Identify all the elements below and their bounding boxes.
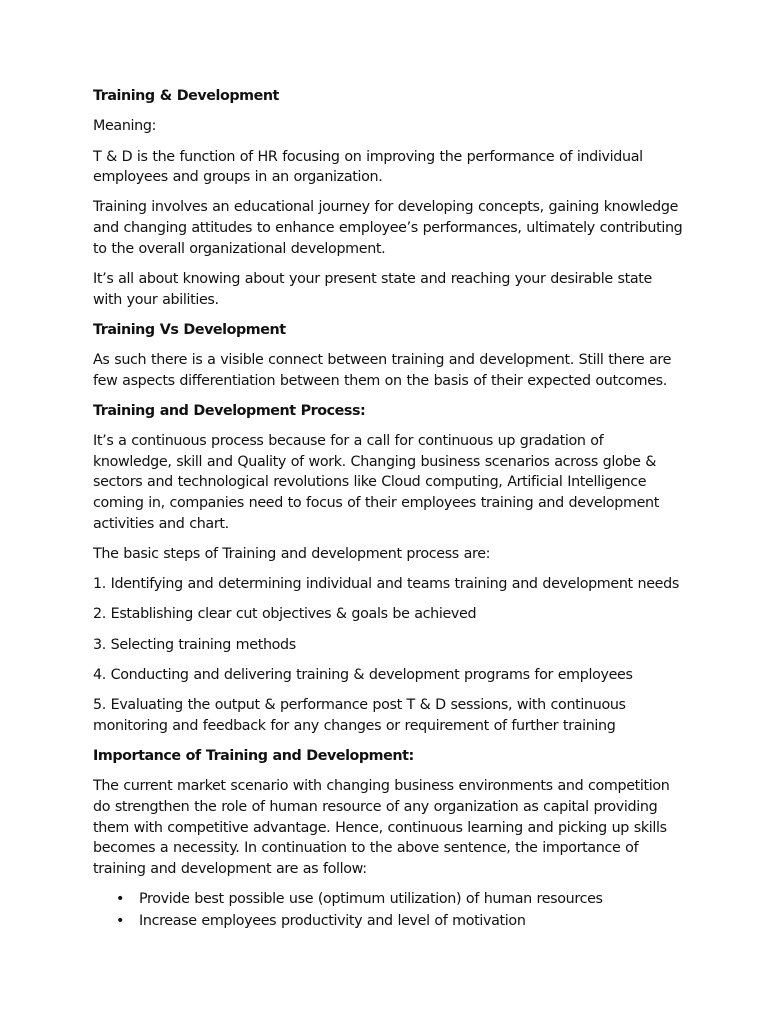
meaning-paragraph-3: It’s all about knowing about your present state and reaching your desirable state with your abilities.: [93, 270, 652, 308]
meaning-label: Meaning:: [93, 118, 157, 135]
bullet-icon: •: [116, 913, 125, 930]
document-title: Training & Development: [93, 88, 279, 104]
meaning-paragraph-1: T & D is the function of HR focusing on improving the performance of individual employees and groups in an organization.: [93, 148, 643, 186]
process-heading: Training and Development Process:: [93, 402, 366, 419]
step-item-3: 3. Selecting training methods: [93, 636, 296, 653]
process-paragraph: It’s a continuous process because for a call for continuous up gradation of knowledge, skill and Quality of work. Changing business scenarios across globe & sectors and technological revolutions like Cloud computing, Artificial Intelligence coming in, companies need to focus of their employees training and development activities and chart.: [93, 433, 659, 532]
importance-heading: Importance of Training and Development:: [93, 748, 414, 765]
importance-bullet-list: [93, 889, 683, 932]
bullet-item-text: Increase employees productivity and level of motivation: [139, 913, 526, 930]
importance-paragraph: The current market scenario with changing business environments and competition do strengthen the role of human resource of any organization as capital providing them with competitive advantage. Hence, continuous learning and picking up skills becomes a necessity. In continuation to the above sentence, the importance of training and development are as follow:: [93, 778, 670, 877]
step-item-2: 2. Establishing clear cut objectives & goals be achieved: [93, 606, 477, 623]
step-item-1: 1. Identifying and determining individual and teams training and development needs: [93, 576, 679, 593]
vs-heading: Training Vs Development: [93, 321, 286, 338]
step-item-5: 5. Evaluating the output & performance post T & D sessions, with continuous monitoring and feedback for any changes or requirement of further training: [93, 697, 626, 734]
step-item-4: 4. Conducting and delivering training & development programs for employees: [93, 667, 633, 683]
bullet-item-text: Provide best possible use (optimum utilization) of human resources: [139, 891, 603, 908]
vs-paragraph: As such there is a visible connect between training and development. Still there are few aspects differentiation between them on the basis of their expected outcomes.: [93, 352, 672, 389]
document-page: [93, 86, 683, 933]
steps-intro: The basic steps of Training and development process are:: [93, 545, 491, 562]
bullet-icon: •: [116, 891, 125, 908]
bullet-item-1: [116, 889, 683, 910]
meaning-paragraph-2: Training involves an educational journey for developing concepts, gaining knowledge and changing attitudes to enhance employee’s performances, ultimately contributing to the overall organizational development.: [93, 199, 683, 257]
bullet-item-2: [116, 911, 683, 932]
